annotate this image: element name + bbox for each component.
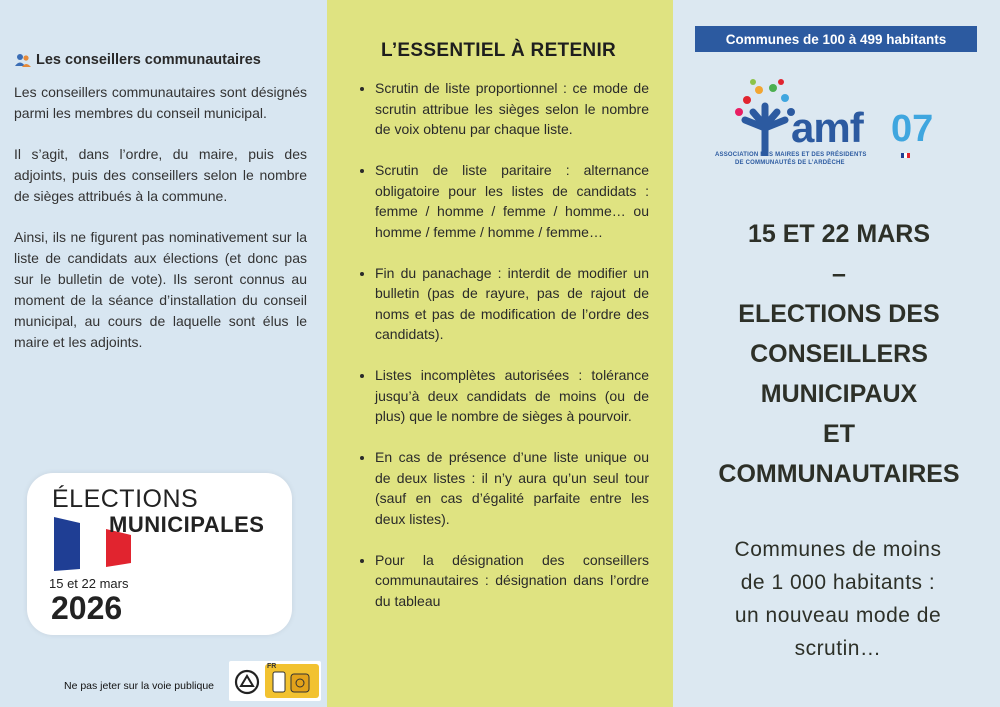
triman-icon <box>265 664 319 698</box>
list-item: • En cas de présence d’une liste unique ou de deux listes : il n’y aura qu’un seul tour (sauf en cas d’égalité parfaite entre les deux listes). <box>375 447 649 529</box>
paragraph-3: Ainsi, ils ne figurent pas nominativement sur la liste de candidats aux élections (et donc pas sur le bulletin de vote). Ils seront connus au moment de la séance d’installation du conseil municipal, au cours de laquelle sont élus le maire et les adjoints. <box>14 229 307 350</box>
list-item: • Fin du panachage : interdit de modifier un bulletin (pas de rayure, pas de rajout de noms et pas de modification de l’ordre des candidats). <box>375 263 649 345</box>
elections-badge <box>27 473 292 635</box>
paragraph-1: Les conseillers communautaires sont désignés parmi les membres du conseil municipal. <box>14 84 307 121</box>
people-icon <box>14 52 32 68</box>
paragraph-2: Il s’agit, dans l’ordre, du maire, puis des adjoints, puis des conseillers selon le nombre de sièges attribués à la commune. <box>14 146 307 204</box>
title-line: – <box>832 260 846 288</box>
list-item: • Scrutin de liste paritaire : alternance obligatoire pour les listes de candidats : femme / homme / femme / homme… ou homme / femme / homme / femme… <box>375 160 649 242</box>
right-panel <box>673 0 1000 707</box>
fr-label: FR <box>267 663 277 670</box>
recycle-box <box>229 661 321 701</box>
logo-name: amf <box>791 104 863 151</box>
logo-subtitle-1: ASSOCIATION DES MAIRES ET DES PRÉSIDENTS <box>715 152 867 158</box>
title-line: ELECTIONS DES <box>738 300 940 328</box>
amf-logo <box>713 76 973 166</box>
subtitle-line: scrutin… <box>794 637 882 660</box>
logo-subtitle-2: DE COMMUNAUTÉS DE L’ARDÈCHE <box>735 160 845 166</box>
badge-line1: ÉLECTIONS <box>52 485 199 513</box>
title-line: MUNICIPAUX <box>760 380 918 408</box>
list-item: • Listes incomplètes autorisées : tolérance jusqu’à deux candidats de moins (ou de plus) que le nombre de sièges à pourvoir. <box>375 365 649 427</box>
section-heading <box>14 52 307 68</box>
recycle-icon <box>233 669 261 695</box>
list-item: • Pour la désignation des conseillers communautaires : désignation dans l’ordre du tableau <box>375 550 649 612</box>
logo-number: 07 <box>891 108 934 150</box>
badge-year: 2026 <box>51 590 123 626</box>
footer-note: Ne pas jeter sur la voie publique <box>64 680 215 692</box>
middle-title: L’ESSENTIEL À RETENIR <box>381 40 617 61</box>
subtitle-line: de 1 000 habitants : <box>740 571 936 594</box>
title-line: ET <box>823 420 855 448</box>
title-line: CONSEILLERS <box>750 340 928 368</box>
section-heading-text: Les conseillers communautaires <box>36 52 261 68</box>
population-banner: Communes de 100 à 499 habitants <box>695 26 977 52</box>
subtitle <box>693 533 983 665</box>
mini-flag-icon <box>901 153 910 158</box>
middle-panel <box>327 0 673 707</box>
badge-line2: MUNICIPALES <box>109 512 265 537</box>
badge-date: 15 et 22 mars <box>49 576 129 591</box>
list-item: • Scrutin de liste proportionnel : ce mode de scrutin attribue les sièges selon le nombre de voix obtenu par chaque liste. <box>375 78 649 140</box>
main-title <box>689 214 989 494</box>
subtitle-line: un nouveau mode de <box>734 604 942 627</box>
subtitle-line: Communes de moins <box>734 538 942 561</box>
title-line: COMMUNAUTAIRES <box>718 460 960 488</box>
title-line: 15 ET 22 MARS <box>747 220 930 248</box>
essentials-list <box>359 78 649 611</box>
